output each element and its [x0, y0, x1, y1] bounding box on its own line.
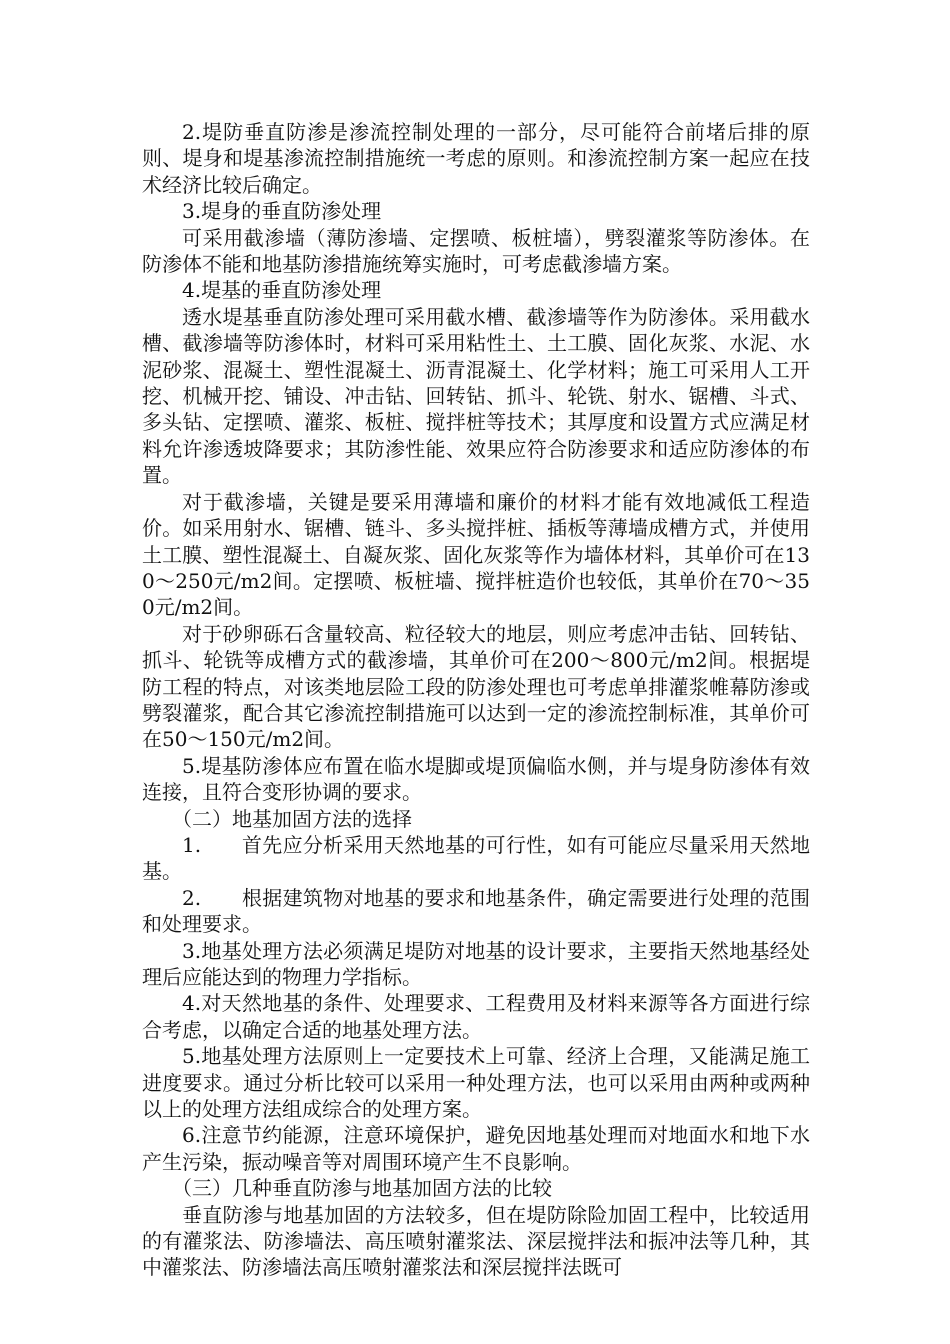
document-page: [142, 119, 810, 1281]
paragraph-item-1: 1. 首先应分析采用天然地基的可行性，如有可能应尽量采用天然地基。: [142, 832, 810, 884]
paragraph-item-2: 2. 根据建筑物对地基的要求和地基条件，确定需要进行处理的范围和处理要求。: [142, 885, 810, 937]
heading-embankment-body: 3.堤身的垂直防渗处理: [182, 199, 382, 224]
paragraph-cutoff-wall-cost: 对于截渗墙，关键是要采用薄墙和廉价的材料才能有效地减低工程造价。如采用射水、锯槽、链斗、多头搅拌桩、插板等薄墙成槽方式，并使用土工膜、塑性混凝土、自凝灰浆、固化灰浆等作为墙体材料，其单价可在130～250元/m2间。定摆喷、板桩墙、搅拌桩造价也较低，其单价在70～350元/m2间。: [142, 489, 810, 620]
heading-embankment-foundation: 4.堤基的垂直防渗处理: [182, 278, 382, 303]
paragraph-item-4: 4.对天然地基的条件、处理要求、工程费用及材料来源等各方面进行综合考虑，以确定合适的地基处理方法。: [142, 991, 810, 1042]
paragraph-item-3: 3.地基处理方法必须满足堤防对地基的设计要求，主要指天然地基经处理后应能达到的物理力学指标。: [142, 938, 810, 989]
paragraph-layout: 5.堤基防渗体应布置在临水堤脚或堤顶偏临水侧，并与堤身防渗体有效连接，且符合变形协调的要求。: [142, 753, 810, 805]
paragraph-seepage-principle: 2.堤防垂直防渗是渗流控制处理的一部分，尽可能符合前堵后排的原则、堤身和堤基渗流控制措施统一考虑的原则。和渗流控制方案一起应在技术经济比较后确定。: [142, 120, 810, 197]
paragraph-gravel-strata: 对于砂卵砾石含量较高、粒径较大的地层，则应考虑冲击钻、回转钻、抓斗、轮铣等成槽方式的截渗墙，其单价可在200～800元/m2间。根据堤防工程的特点，对该类地层险工段的防渗处理也可考虑单排灌浆帷幕防渗或劈裂灌浆，配合其它渗流控制措施可以达到一定的渗流控制标准，其单价可在50～150元/m2间。: [142, 621, 810, 752]
paragraph-comparison: 垂直防渗与地基加固的方法较多，但在堤防除险加固工程中，比较适用的有灌浆法、防渗墙法、高压喷射灌浆法、深层搅拌法和振冲法等几种，其中灌浆法、防渗墙法高压喷射灌浆法和深层搅拌法既可: [142, 1202, 810, 1280]
paragraph-embankment-body: 可采用截渗墙（薄防渗墙、定摆喷、板桩墙），劈裂灌浆等防渗体。在防渗体不能和地基防渗措施统筹实施时，可考虑截渗墙方案。: [142, 225, 810, 277]
paragraph-item-5: 5.地基处理方法原则上一定要技术上可靠、经济上合理，又能满足施工进度要求。通过分析比较可以采用一种处理方法，也可以采用由两种或两种以上的处理方法组成综合的处理方案。: [142, 1044, 810, 1122]
section-heading-foundation-reinforcement: （二）地基加固方法的选择: [172, 806, 412, 831]
paragraph-foundation-methods: 透水堤基垂直防渗处理可采用截水槽、截渗墙等作为防渗体。采用截水槽、截渗墙等防渗体时，材料可采用粘性土、土工膜、固化灰浆、水泥、水泥砂浆、混凝土、塑性混凝土、沥青混凝土、化学材料；施工可采用人工开挖、机械开挖、铺设、冲击钻、回转钻、抓斗、轮铣、射水、锯槽、斗式、多头钻、定摆喷、灌浆、板桩、搅拌桩等技术；其厚度和设置方式应满足材料允许渗透坡降要求；其防渗性能、效果应符合防渗要求和适应防渗体的布置。: [142, 304, 810, 488]
section-heading-comparison: （三）几种垂直防渗与地基加固方法的比较: [172, 1176, 552, 1201]
paragraph-item-6: 6.注意节约能源，注意环境保护，避免因地基处理而对地面水和地下水产生污染，振动噪音等对周围环境产生不良影响。: [142, 1123, 810, 1174]
